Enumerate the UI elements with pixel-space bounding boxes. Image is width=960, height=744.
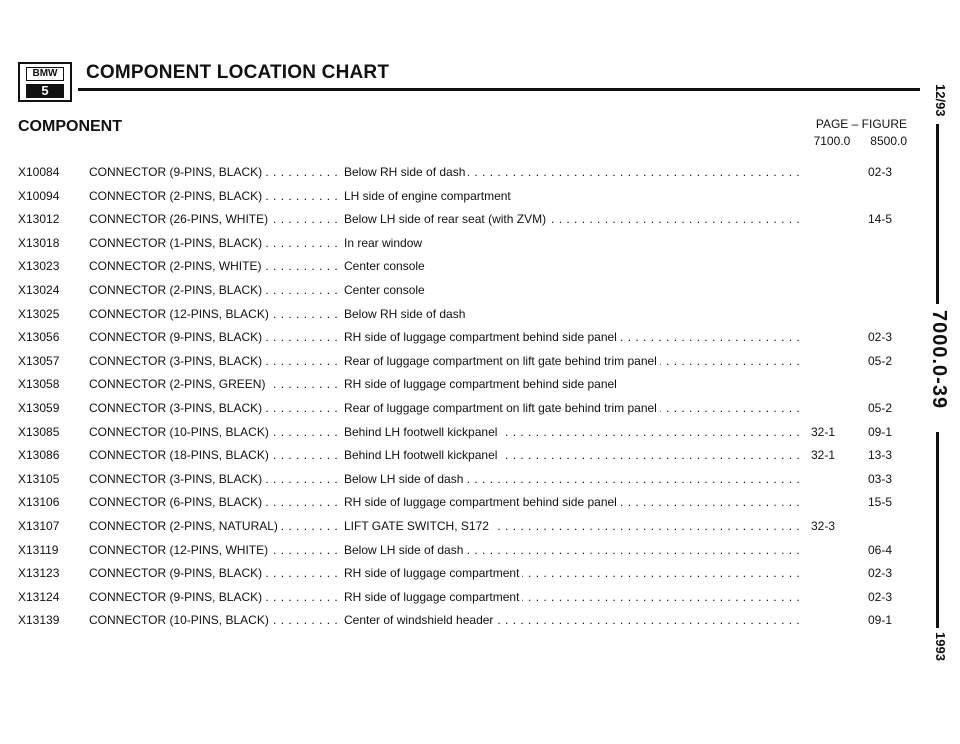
- component-name-text: CONNECTOR (2-PINS, BLACK): [89, 283, 265, 297]
- figure-reference: 13-3: [868, 448, 893, 463]
- table-row: [18, 189, 908, 213]
- component-name-text: CONNECTOR (12-PINS, WHITE): [89, 543, 271, 557]
- table-row: [18, 236, 908, 260]
- component-id: X13025: [18, 306, 60, 321]
- component-id: X13086: [18, 448, 60, 463]
- component-location-text: RH side of luggage compartment: [344, 590, 522, 604]
- page-reference: 32-3: [811, 518, 836, 533]
- page-figure-label: PAGE – FIGURE: [815, 117, 907, 131]
- component-location: [344, 330, 804, 344]
- component-name-text: CONNECTOR (9-PINS, BLACK): [89, 590, 265, 604]
- logo-brand: BMW: [26, 67, 64, 81]
- component-location-text: Center of windshield header: [344, 613, 496, 627]
- component-name-text: CONNECTOR (2-PINS, NATURAL): [89, 519, 281, 533]
- component-name-text: CONNECTOR (3-PINS, BLACK): [89, 401, 265, 415]
- table-row: [18, 165, 908, 189]
- component-name: [89, 590, 339, 604]
- component-id: X13105: [18, 471, 60, 486]
- table-row: [18, 590, 908, 614]
- figure-reference: 15-5: [868, 495, 893, 510]
- figure-reference: 02-3: [868, 566, 893, 581]
- component-id: X13058: [18, 377, 60, 392]
- component-location: [344, 236, 804, 250]
- component-location: [344, 543, 804, 557]
- component-name-text: CONNECTOR (9-PINS, BLACK): [89, 330, 265, 344]
- component-location-text: RH side of luggage compartment: [344, 566, 522, 580]
- table-row: [18, 401, 908, 425]
- component-name-text: CONNECTOR (10-PINS, BLACK): [89, 425, 272, 439]
- page-title: COMPONENT LOCATION CHART: [86, 62, 390, 83]
- margin-section-number: 7000.0-39: [928, 310, 950, 410]
- component-name-text: CONNECTOR (9-PINS, BLACK): [89, 165, 265, 179]
- component-id: X10084: [18, 165, 60, 179]
- logo-series: 5: [26, 84, 64, 98]
- component-table: [18, 165, 908, 637]
- table-row: [18, 330, 908, 354]
- table-row: [18, 425, 908, 449]
- component-location: [344, 401, 804, 415]
- component-name: [89, 189, 339, 203]
- component-location-text: Below LH side of dash: [344, 472, 466, 486]
- page-reference: 32-1: [811, 424, 836, 439]
- figure-reference: 05-2: [868, 353, 893, 368]
- figure-reference: 05-2: [868, 400, 893, 415]
- page-codes: [814, 133, 907, 150]
- margin-rule-bottom: [936, 432, 939, 628]
- component-name: [89, 165, 339, 179]
- component-name-text: CONNECTOR (2-PINS, WHITE): [89, 259, 264, 273]
- component-location-text: In rear window: [344, 236, 425, 250]
- component-location: [344, 354, 804, 368]
- component-id: X13059: [18, 400, 60, 415]
- page-reference: 32-1: [811, 448, 836, 463]
- component-name: [89, 448, 339, 462]
- page-code-2: 8500.0: [870, 134, 907, 148]
- component-name: [89, 307, 339, 321]
- component-name: [89, 566, 339, 580]
- table-row: [18, 259, 908, 283]
- title-rule: [78, 88, 920, 91]
- column-heading: COMPONENT: [18, 118, 122, 135]
- component-location-text: Below LH side of rear seat (with ZVM): [344, 212, 549, 226]
- component-name: [89, 543, 339, 557]
- component-location-text: RH side of luggage compartment behind side panel: [344, 330, 620, 344]
- component-id: X13123: [18, 566, 60, 581]
- component-name-text: CONNECTOR (9-PINS, BLACK): [89, 566, 265, 580]
- table-row: [18, 307, 908, 331]
- margin-rule-top: [936, 124, 939, 304]
- component-name-text: CONNECTOR (12-PINS, BLACK): [89, 307, 272, 321]
- component-name: [89, 401, 339, 415]
- component-name-text: CONNECTOR (2-PINS, BLACK): [89, 189, 265, 203]
- table-row: [18, 354, 908, 378]
- page-figure-header: [814, 116, 907, 150]
- figure-reference: 02-3: [868, 165, 893, 179]
- component-id: X13056: [18, 330, 60, 345]
- component-location-text: Below RH side of dash: [344, 307, 468, 321]
- component-location: [344, 212, 804, 226]
- component-id: X13139: [18, 613, 60, 628]
- component-location: [344, 472, 804, 486]
- figure-reference: 09-1: [868, 613, 893, 628]
- component-name-text: CONNECTOR (10-PINS, BLACK): [89, 613, 272, 627]
- component-location: [344, 377, 804, 391]
- table-row: [18, 613, 908, 637]
- component-name: [89, 472, 339, 486]
- component-location-text: Center console: [344, 283, 428, 297]
- table-row: [18, 495, 908, 519]
- table-row: [18, 212, 908, 236]
- component-id: X13057: [18, 353, 60, 368]
- component-location-text: LIFT GATE SWITCH, S172: [344, 519, 492, 533]
- component-location: [344, 590, 804, 604]
- component-id: X13106: [18, 495, 60, 510]
- component-id: X13085: [18, 424, 60, 439]
- component-location: [344, 566, 804, 580]
- component-name: [89, 236, 339, 250]
- table-row: [18, 543, 908, 567]
- table-row: [18, 472, 908, 496]
- component-id: X13119: [18, 542, 59, 557]
- component-location-text: Below RH side of dash: [344, 165, 468, 179]
- component-id: X13107: [18, 518, 60, 533]
- component-location-text: Below LH side of dash: [344, 543, 466, 557]
- component-name: [89, 425, 339, 439]
- component-location-text: Behind LH footwell kickpanel: [344, 425, 500, 439]
- component-location: [344, 283, 804, 297]
- component-location: [344, 425, 804, 439]
- component-location-text: Rear of luggage compartment on lift gate behind trim panel: [344, 354, 660, 368]
- component-location-text: RH side of luggage compartment behind side panel: [344, 377, 620, 391]
- component-name: [89, 330, 339, 344]
- table-row: [18, 566, 908, 590]
- component-name: [89, 283, 339, 297]
- component-location-text: RH side of luggage compartment behind side panel: [344, 495, 620, 509]
- component-name-text: CONNECTOR (26-PINS, WHITE): [89, 212, 271, 226]
- component-name-text: CONNECTOR (1-PINS, BLACK): [89, 236, 265, 250]
- component-id: X13018: [18, 235, 60, 250]
- component-id: X13024: [18, 282, 60, 297]
- component-id: X13012: [18, 212, 60, 227]
- figure-reference: 02-3: [868, 589, 893, 604]
- component-location-text: LH side of engine compartment: [344, 189, 514, 203]
- component-name: [89, 354, 339, 368]
- component-location: [344, 448, 804, 462]
- component-name: [89, 212, 339, 226]
- component-location-text: Center console: [344, 259, 428, 273]
- component-location: [344, 613, 804, 627]
- component-id: X13023: [18, 259, 60, 274]
- component-location-text: Behind LH footwell kickpanel: [344, 448, 500, 462]
- component-location: [344, 189, 804, 203]
- component-location-text: Rear of luggage compartment on lift gate behind trim panel: [344, 401, 660, 415]
- figure-reference: 14-5: [868, 212, 893, 227]
- component-location: [344, 307, 804, 321]
- component-name: [89, 377, 339, 391]
- figure-reference: 03-3: [868, 471, 893, 486]
- table-row: [18, 448, 908, 472]
- component-name-text: CONNECTOR (3-PINS, BLACK): [89, 354, 265, 368]
- page-code-1: 7100.0: [813, 134, 851, 148]
- component-location: [344, 495, 804, 509]
- margin-year: 1993: [933, 632, 948, 661]
- component-name-text: CONNECTOR (3-PINS, BLACK): [89, 472, 265, 486]
- component-location: [344, 259, 804, 273]
- margin-date: 12/93: [933, 84, 948, 117]
- component-id: X10094: [18, 188, 60, 203]
- table-row: [18, 283, 908, 307]
- table-row: [18, 377, 908, 401]
- component-name-text: CONNECTOR (18-PINS, BLACK): [89, 448, 272, 462]
- figure-reference: 06-4: [868, 542, 893, 557]
- component-name: [89, 613, 339, 627]
- figure-reference: 09-1: [868, 424, 893, 439]
- table-row: [18, 519, 908, 543]
- bmw-logo: [18, 62, 72, 102]
- component-name: [89, 259, 339, 273]
- component-location: [344, 519, 804, 533]
- component-id: X13124: [18, 589, 60, 604]
- figure-reference: 02-3: [868, 330, 893, 345]
- component-name: [89, 519, 339, 533]
- component-name-text: CONNECTOR (6-PINS, BLACK): [89, 495, 265, 509]
- component-name-text: CONNECTOR (2-PINS, GREEN): [89, 377, 268, 391]
- component-location: [344, 165, 804, 179]
- component-name: [89, 495, 339, 509]
